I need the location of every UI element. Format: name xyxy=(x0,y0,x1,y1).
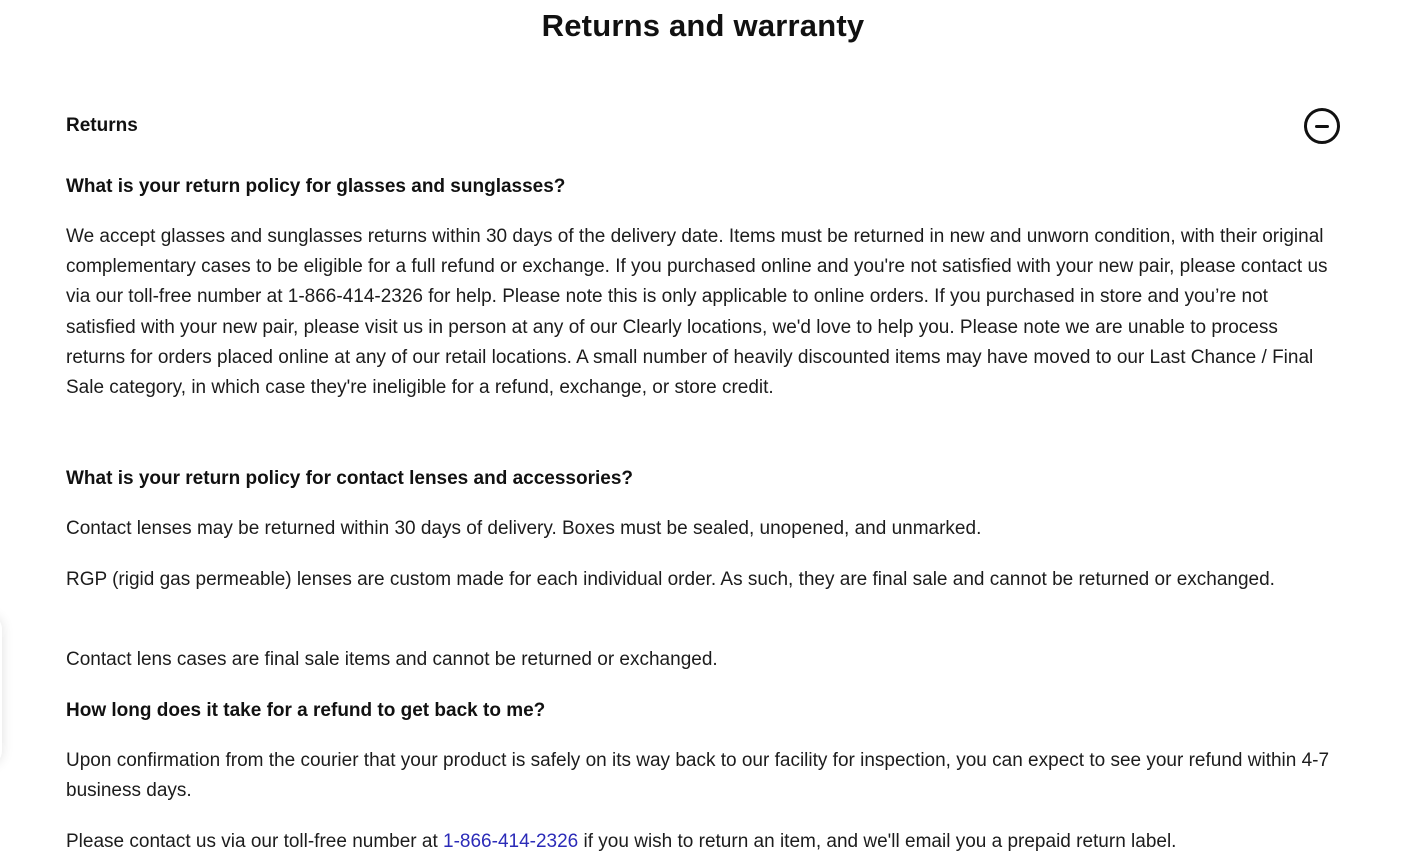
accordion-title: Returns xyxy=(66,115,138,136)
faq-question: What is your return policy for glasses and sunglasses? xyxy=(66,176,566,197)
faq-answer: We accept glasses and sunglasses returns within 30 days of the delivery date. Items must be returned in new and unworn condition, with their original complementary cases to be eligible for a full refund or exchange. If you purchased online and you're not satisfied with your new pair, please contact us via our toll-free number at 1-866-414-2326 for help. Please note this is only applicable to online orders. If you purchased in store and you’re not satisfied with your new pair, please visit us in person at any of our Clearly locations, we'd love to help you. Please note we are unable to process returns for orders placed online at any of our retail locations. A small number of heavily discounted items may have moved to our Last Chance / Final Sale category, in which case they're ineligible for a refund, exchange, or store credit. xyxy=(66,226,1328,399)
faq-answer: Contact lenses may be returned within 30 days of delivery. Boxes must be sealed, unopened, and unmarked. xyxy=(66,518,982,539)
faq-answer: Contact lens cases are final sale items and cannot be returned or exchanged. xyxy=(66,649,718,670)
page-title: Returns and warranty xyxy=(541,8,865,43)
faq-question: How long does it take for a refund to get back to me? xyxy=(66,700,546,721)
phone-link[interactable]: 1-866-414-2326 xyxy=(443,831,579,852)
faq-answer-contact xyxy=(66,827,1176,857)
returns-accordion-header[interactable] xyxy=(66,105,1342,147)
side-widget-edge[interactable] xyxy=(0,615,2,765)
minus-circle-icon[interactable] xyxy=(1304,108,1340,144)
faq-question: What is your return policy for contact lenses and accessories? xyxy=(66,468,634,489)
contact-suffix: if you wish to return an item, and we'll email you a prepaid return label. xyxy=(583,831,1177,852)
contact-prefix: Please contact us via our toll-free number at xyxy=(66,831,438,852)
returns-accordion xyxy=(66,105,1342,852)
faq-answer: Upon confirmation from the courier that your product is safely on its way back to our facility for inspection, you can expect to see your refund within 4-7 business days. xyxy=(66,750,1330,802)
faq-answer: RGP (rigid gas permeable) lenses are custom made for each individual order. As such, they are final sale and cannot be returned or exchanged. xyxy=(66,569,1275,590)
